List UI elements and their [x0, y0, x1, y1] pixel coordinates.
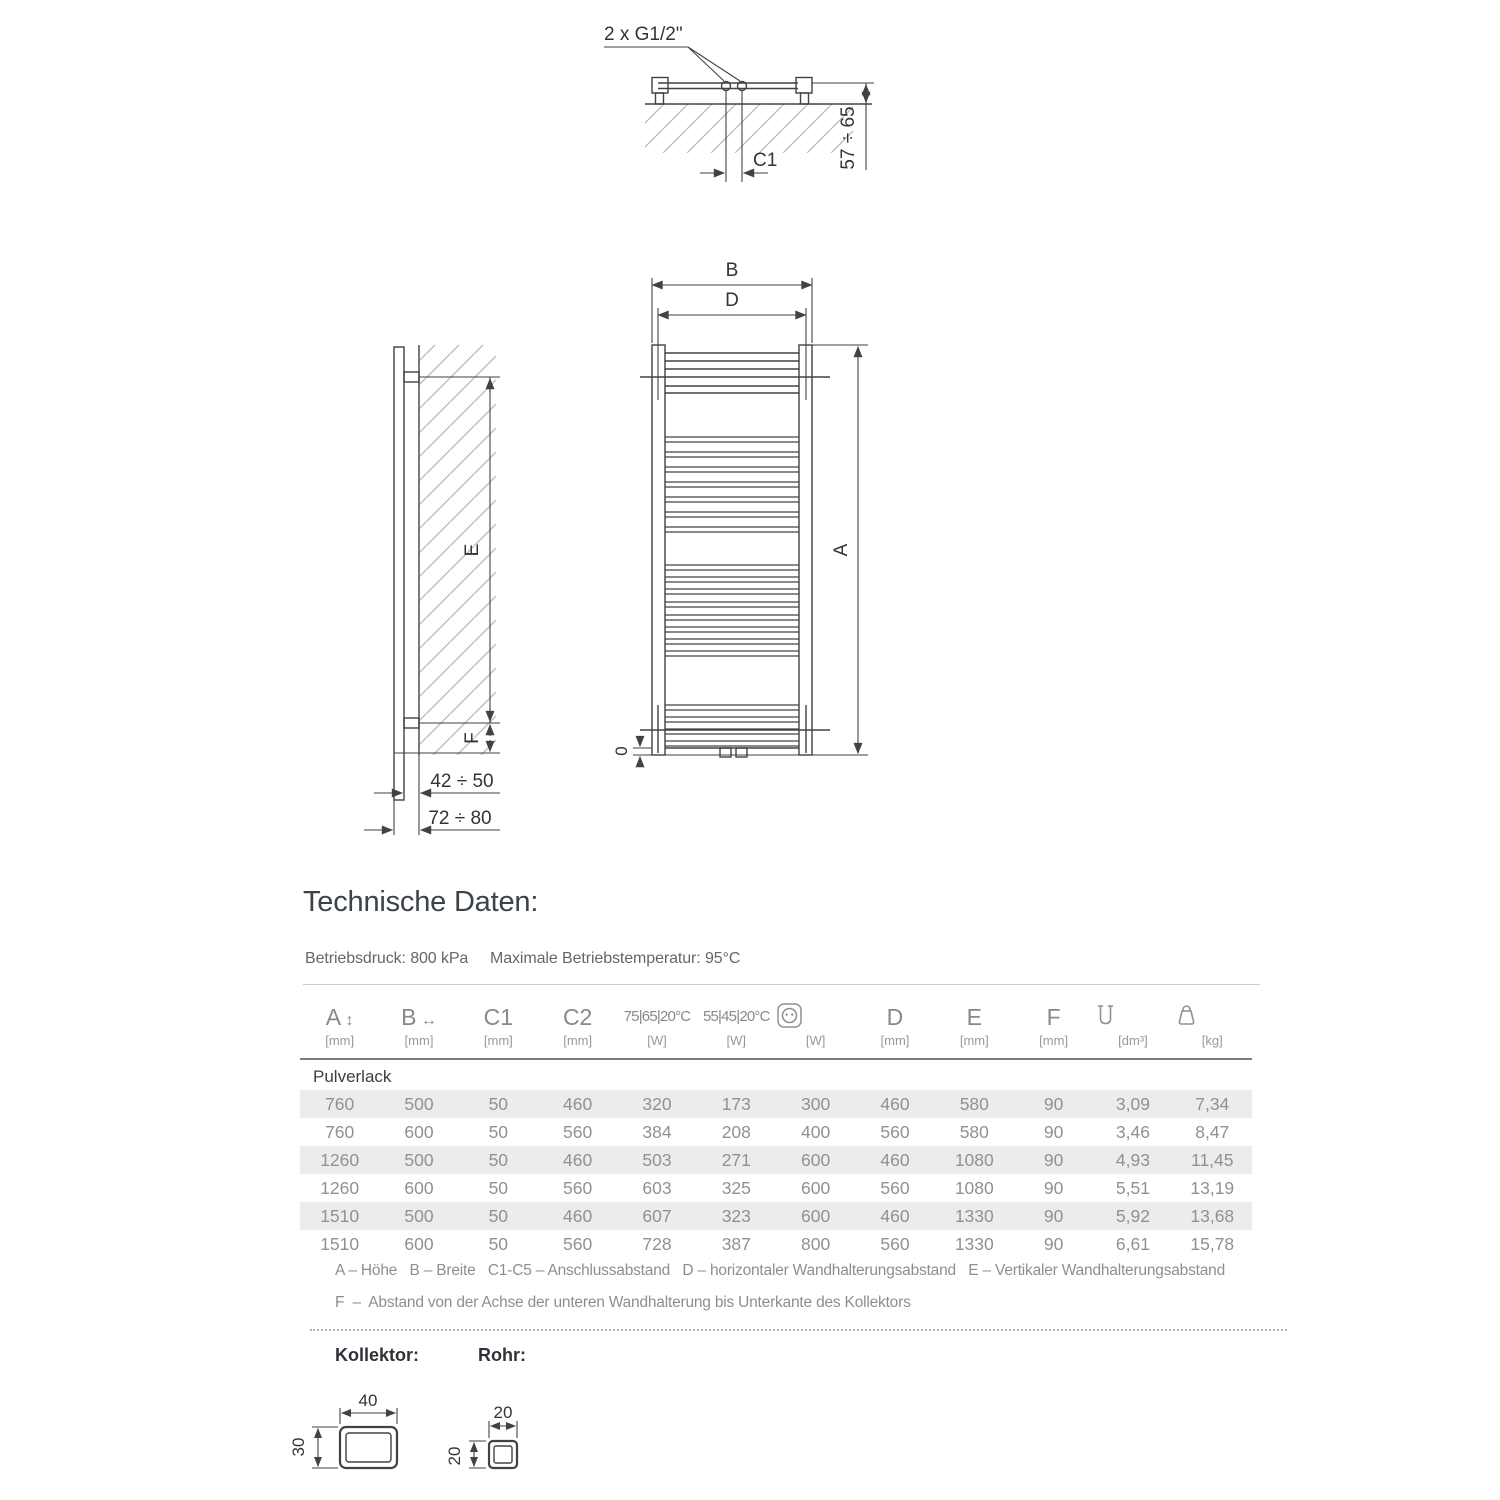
- table-cell: 760: [325, 1122, 355, 1142]
- table-cell: 500: [404, 1094, 434, 1114]
- column-symbol: F: [1046, 1004, 1061, 1030]
- left-right-arrow-icon: ↔: [416, 1012, 437, 1029]
- column-unit: [W]: [726, 1033, 747, 1048]
- zero-label: 0: [612, 746, 631, 756]
- f-label: F: [462, 732, 483, 744]
- table-cell: 4,93: [1115, 1150, 1150, 1170]
- column-unit: [mm]: [959, 1033, 989, 1048]
- table-cell: 560: [880, 1178, 910, 1198]
- c1-label: C1: [753, 150, 778, 171]
- table-cell: 600: [404, 1234, 434, 1254]
- dimension-collector-height: [289, 1427, 338, 1468]
- column-symbol: B ↔: [401, 1004, 437, 1030]
- table-row: [300, 1118, 1252, 1146]
- table-cell: 3,09: [1115, 1094, 1150, 1114]
- table-cell: 728: [642, 1234, 672, 1254]
- collector-height-label: 30: [289, 1437, 308, 1457]
- d-label: D: [725, 290, 739, 311]
- column-unit: [W]: [647, 1033, 667, 1048]
- radiator-side-profile: [394, 347, 419, 800]
- table-cell: 1510: [320, 1234, 360, 1254]
- table-cell: 325: [721, 1178, 751, 1198]
- column-header: [379, 1002, 458, 1058]
- table-cell: 1330: [954, 1206, 994, 1226]
- table-body: [300, 1090, 1252, 1258]
- table-cell: 5,51: [1115, 1178, 1150, 1198]
- bracket-bottom: [404, 718, 419, 728]
- table-cell: 560: [880, 1122, 910, 1142]
- wall-gap-label: 42 ÷ 50: [430, 771, 494, 792]
- table-cell: 3,46: [1115, 1122, 1150, 1142]
- page-title: Technische Daten:: [303, 886, 539, 918]
- table-row: [300, 1090, 1252, 1118]
- max-temperature: Maximale Betriebstemperatur: 95°C: [490, 950, 741, 967]
- table-row: [300, 1202, 1252, 1230]
- wall-hatch: [645, 105, 853, 153]
- column-unit: [mm]: [404, 1033, 434, 1048]
- pipe-width-label: 20: [493, 1403, 513, 1422]
- table-cell: 460: [563, 1206, 593, 1226]
- table-cell: 271: [721, 1150, 751, 1170]
- table-cell: 50: [488, 1150, 509, 1170]
- table-cell: 560: [563, 1178, 593, 1198]
- table-cell: 600: [801, 1206, 831, 1226]
- table-cell: 50: [488, 1122, 509, 1142]
- column-symbol: C1: [483, 1004, 514, 1030]
- table-cell: 460: [563, 1094, 593, 1114]
- table-cell: 460: [563, 1150, 593, 1170]
- collector-cross-section: [290, 1380, 460, 1500]
- divider-top: [303, 984, 1260, 985]
- bottom-tab: [720, 748, 731, 757]
- radiator-front: [633, 345, 813, 757]
- table-cell: 50: [488, 1178, 509, 1198]
- table-header-row: [300, 993, 1252, 1060]
- depth-label: 72 ÷ 80: [428, 808, 492, 829]
- operating-pressure: Betriebsdruck: 800 kPa: [305, 950, 469, 967]
- table-cell: 1260: [320, 1150, 360, 1170]
- column-header: [776, 1002, 855, 1058]
- collector-top-view: [652, 78, 812, 105]
- table-cell: 90: [1043, 1094, 1064, 1114]
- table-cell: 90: [1043, 1206, 1064, 1226]
- table-cell: 400: [801, 1122, 831, 1142]
- table-cell: 13,19: [1190, 1178, 1235, 1198]
- b-label: B: [725, 260, 739, 281]
- collector-section-title: Kollektor:: [335, 1345, 420, 1365]
- column-unit: [kg]: [1201, 1033, 1223, 1048]
- table-cell: 50: [488, 1234, 509, 1254]
- column-header: [1093, 1002, 1172, 1058]
- bracket-top: [404, 372, 419, 382]
- dimension-collector-width: [340, 1391, 397, 1424]
- table-cell: 173: [721, 1094, 751, 1114]
- table-cell: 1260: [320, 1178, 360, 1198]
- table-cell: 600: [801, 1178, 831, 1198]
- divider-dotted: [310, 1329, 1287, 1331]
- table-cell: 7,34: [1195, 1094, 1230, 1114]
- collector-left: [652, 345, 665, 755]
- table-cell: 560: [880, 1234, 910, 1254]
- table-cell: 600: [404, 1178, 434, 1198]
- table-cell: 384: [642, 1122, 672, 1142]
- side-view-drawing: [330, 330, 530, 850]
- table-cell: 1510: [320, 1206, 360, 1226]
- table-cell: 503: [642, 1150, 672, 1170]
- collector-right: [799, 345, 812, 755]
- column-header: [1173, 1002, 1252, 1058]
- table-cell: 50: [488, 1094, 509, 1114]
- table-cell: 560: [563, 1234, 593, 1254]
- column-unit: [mm]: [1039, 1033, 1069, 1048]
- table-cell: 1080: [954, 1150, 994, 1170]
- table-cell: 208: [721, 1122, 751, 1142]
- table-cell: 387: [721, 1234, 751, 1254]
- column-header: [300, 1002, 379, 1058]
- pipe-height-label: 20: [445, 1446, 464, 1466]
- weight-icon: [1173, 1002, 1252, 1032]
- top-view-drawing: [590, 10, 890, 200]
- legend-line-2: F – Abstand von der Achse der unteren Wandhalterung bis Unterkante des Kollektors: [335, 1294, 911, 1311]
- table-cell: 90: [1043, 1178, 1064, 1198]
- table-cell: 760: [325, 1094, 355, 1114]
- collector-width-label: 40: [358, 1391, 378, 1410]
- table-cell: 13,68: [1190, 1206, 1235, 1226]
- table-cell: 1330: [954, 1234, 994, 1254]
- table-cell: 320: [642, 1094, 672, 1114]
- table-cell: 90: [1043, 1150, 1064, 1170]
- connection-size-label: 2 x G1/2": [604, 24, 683, 45]
- dimension-a: [812, 345, 868, 755]
- dimension-wall-gap: [364, 755, 500, 835]
- table-row: [300, 1174, 1252, 1202]
- column-header: [935, 1002, 1014, 1058]
- table-cell: 323: [721, 1206, 751, 1226]
- column-unit: [dm³]: [1118, 1033, 1148, 1048]
- column-unit: [W]: [805, 1033, 826, 1048]
- table-cell: 6,61: [1115, 1234, 1150, 1254]
- table-cell: 90: [1043, 1122, 1064, 1142]
- column-symbol: D: [886, 1004, 904, 1030]
- table-cell: 600: [404, 1122, 434, 1142]
- radiator-pipes: [665, 353, 799, 746]
- table-cell: 607: [642, 1206, 672, 1226]
- table-cell: 460: [880, 1094, 910, 1114]
- table-cell: 300: [801, 1094, 831, 1114]
- column-header: [855, 1002, 934, 1058]
- column-symbol: 55|45|20°C: [702, 1008, 770, 1025]
- table-cell: 580: [959, 1094, 989, 1114]
- table-cell: 603: [642, 1178, 672, 1198]
- a-label: A: [831, 543, 852, 557]
- column-header: [459, 1002, 538, 1058]
- table-cell: 460: [880, 1206, 910, 1226]
- dimension-pipe-height: [445, 1441, 486, 1468]
- dimension-d: [658, 290, 806, 400]
- legend-line-1: A – Höhe B – Breite C1-C5 – Anschlussabstand D – horizontaler Wandhalterungsabstand E – Vertikaler Wandhalterungsabstand: [335, 1262, 1226, 1279]
- leader-line: [604, 47, 740, 81]
- power-socket-icon: [776, 1002, 855, 1032]
- pipe-inner-wall: [494, 1446, 512, 1463]
- table-cell: 580: [959, 1122, 989, 1142]
- column-unit: [mm]: [483, 1033, 513, 1048]
- volume-icon: [1093, 1002, 1172, 1032]
- table-cell: 1080: [954, 1178, 994, 1198]
- pipe-section-title: Rohr:: [478, 1345, 526, 1365]
- wall-offset-label: 57 ÷ 65: [838, 106, 859, 170]
- e-label: E: [462, 543, 483, 557]
- table-row: [300, 1146, 1252, 1174]
- column-symbol: A ↕: [325, 1004, 354, 1030]
- collector-inner-wall: [346, 1433, 391, 1462]
- up-down-arrow-icon: ↕: [341, 1012, 354, 1029]
- column-header: [617, 1002, 696, 1058]
- column-header: [1014, 1002, 1093, 1058]
- table-cell: 500: [404, 1206, 434, 1226]
- column-symbol: C2: [562, 1004, 593, 1030]
- column-header: [538, 1002, 617, 1058]
- bottom-tab: [736, 748, 747, 757]
- table-row: [300, 1230, 1252, 1258]
- table-cell: 560: [563, 1122, 593, 1142]
- column-symbol: E: [966, 1004, 982, 1030]
- pipe-outer-wall: [489, 1441, 517, 1468]
- column-unit: [mm]: [563, 1033, 593, 1048]
- table-cell: 5,92: [1115, 1206, 1150, 1226]
- column-header: [697, 1002, 776, 1058]
- table-cell: 50: [488, 1206, 509, 1226]
- column-unit: [mm]: [325, 1033, 355, 1048]
- column-unit: [mm]: [880, 1033, 910, 1048]
- table-cell: 600: [801, 1150, 831, 1170]
- table-cell: 800: [801, 1234, 831, 1254]
- table-cell: 460: [880, 1150, 910, 1170]
- table-cell: 15,78: [1190, 1234, 1235, 1254]
- table-cell: 8,47: [1195, 1122, 1230, 1142]
- wall-hatch: [420, 345, 496, 755]
- front-view-drawing: [600, 250, 890, 790]
- pipe-cross-section: [440, 1380, 570, 1500]
- table-cell: 90: [1043, 1234, 1064, 1254]
- dimension-zero: [612, 737, 652, 767]
- dimension-pipe-width: [489, 1403, 517, 1438]
- column-symbol: 75|65|20°C: [623, 1008, 691, 1025]
- table-section-label: Pulverlack: [313, 1067, 392, 1086]
- table-cell: 11,45: [1191, 1150, 1234, 1170]
- table-cell: 500: [404, 1150, 434, 1170]
